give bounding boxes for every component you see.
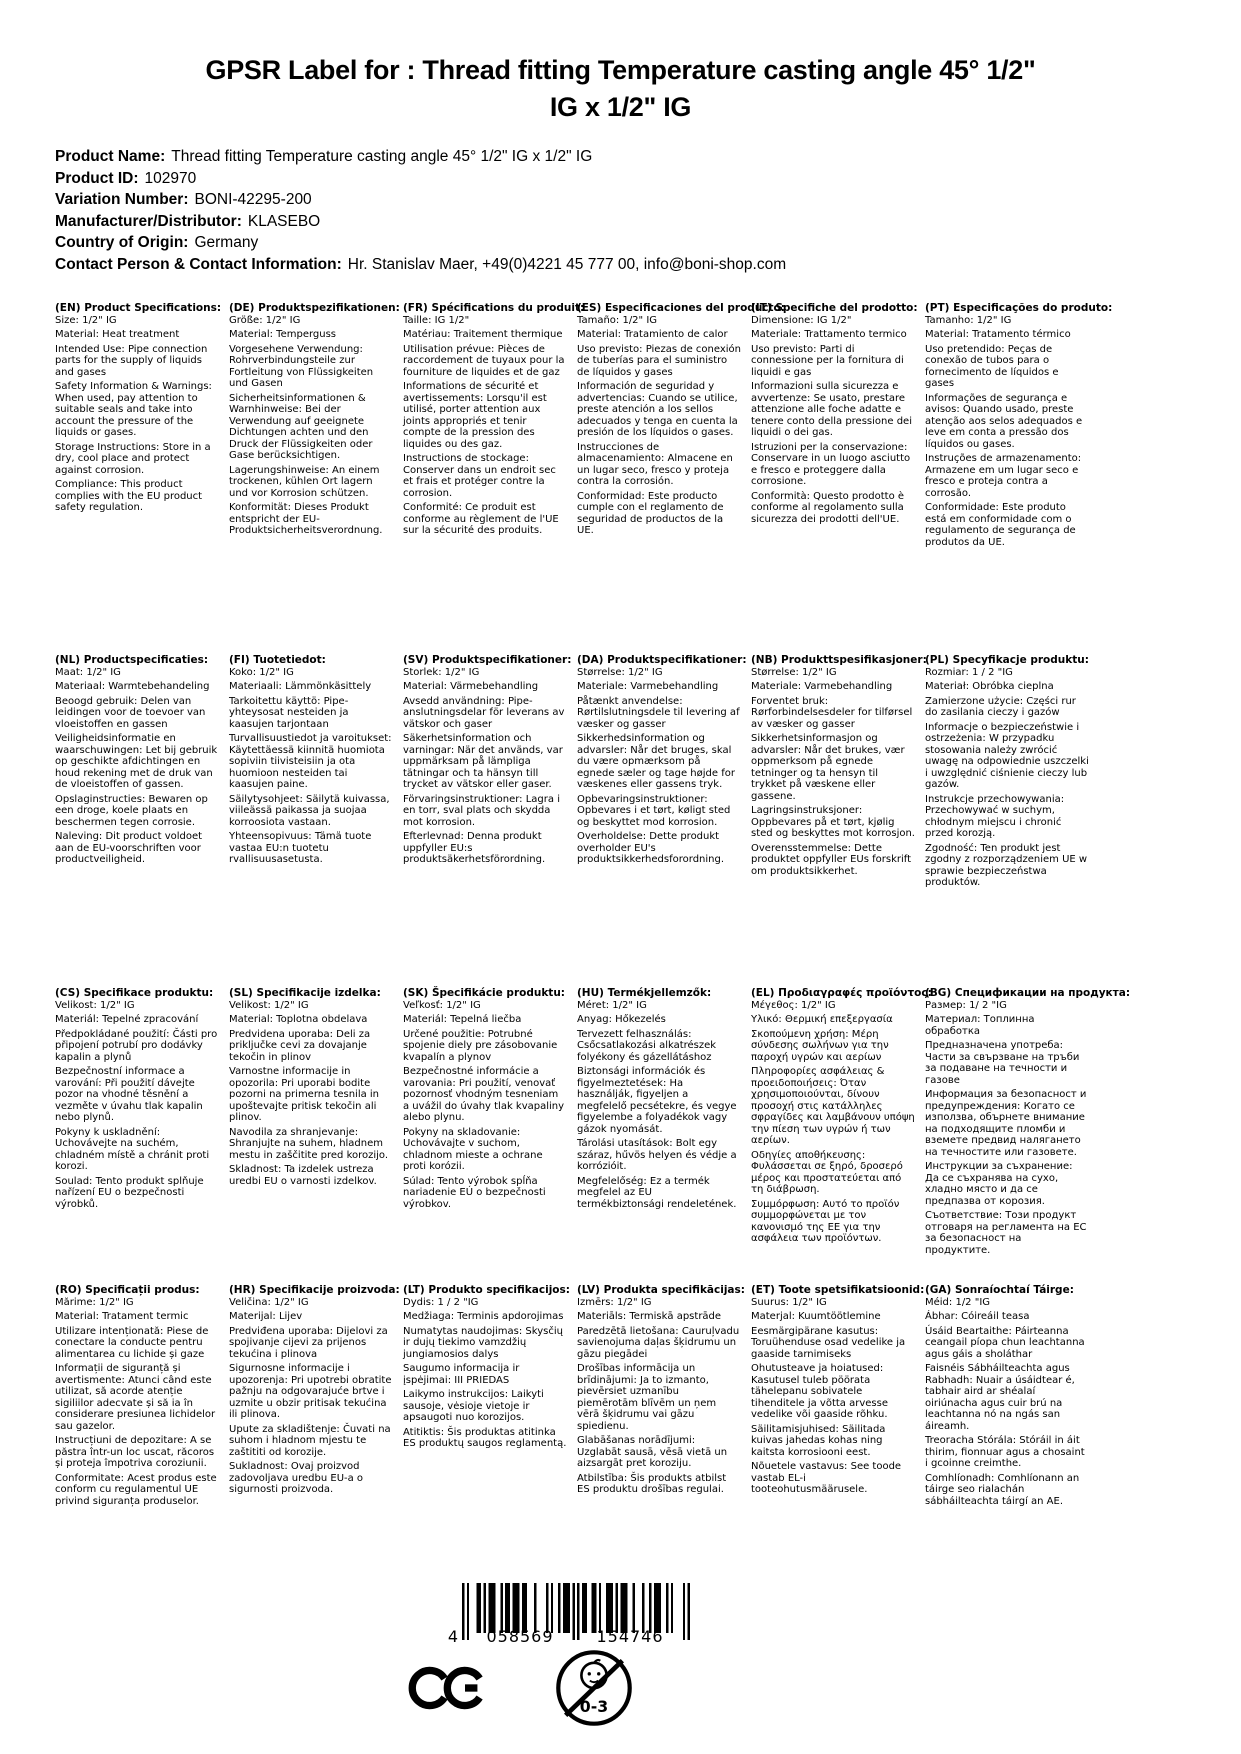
spec-item: Съответствие: Този продукт отговаря на регламента на ЕС за безопасност на продуктите. bbox=[925, 1210, 1087, 1256]
product-info-row bbox=[55, 211, 1155, 233]
spec-item: Bezpečnostní informace a varování: Při použití dávejte pozor na vhodné těsnění a vezměte v úvahu tlak kapalin nebo plynů. bbox=[55, 1066, 203, 1123]
spec-item: Υλικό: Θερμική επεξεργασία bbox=[751, 1014, 893, 1025]
spec-item: Conformité: Ce produit est conforme au règlement de l'UE sur la sécurité des produits. bbox=[403, 502, 559, 536]
spec-item: Informacje o bezpieczeństwie i ostrzeżenia: W przypadku stosowania należy zwrócić uwagę na odpowiednie uszczelki i uwzględnić ciśnienie cieczy lub gazów. bbox=[925, 721, 1089, 790]
spec-item: Matériau: Traitement thermique bbox=[403, 329, 563, 340]
spec-item: Zamierzone użycie: Części rur do zasilania cieczy i gazów bbox=[925, 695, 1076, 718]
product-info-value: KLASEBO bbox=[247, 212, 321, 230]
spec-item: Treoracha Stórála: Stóráil in áit thirim, fionnuar agus a chosaint i gcoinne creimthe. bbox=[925, 1435, 1085, 1469]
spec-item: Opbevaringsinstruktioner: Opbevares i et tørt, køligt sted og beskyttet mod korrosion. bbox=[577, 793, 731, 828]
spec-item: Material: Tratament termic bbox=[55, 1311, 189, 1322]
product-info-label: Product ID: bbox=[55, 169, 139, 187]
spec-item: Eesmärgipärane kasutus: Toruühenduse osad vedelike ja gaaside tarnimiseks bbox=[751, 1325, 906, 1360]
spec-item: Informações de segurança e avisos: Quando usado, preste atenção aos selos adequados e leve em conta a pressão dos líquidos ou gases. bbox=[925, 392, 1083, 450]
spec-item: Glabāšanas norādījumi: Uzglabāt sausā, vēsā vietā un aizsargāt pret koroziju. bbox=[577, 1435, 728, 1469]
spec-item: Zgodność: Ten produkt jest zgodny z rozporządzeniem UE w sprawie bezpieczeństwa produktów. bbox=[925, 842, 1088, 888]
barcode-prefix-digit: 4 bbox=[447, 1627, 458, 1646]
spec-item: Rozmiar: 1 / 2 "IG bbox=[925, 666, 1013, 678]
spec-header-nb: (NB) Produkttspesifikasjoner: bbox=[751, 654, 927, 666]
spec-item: Tamaño: 1/2" IG bbox=[577, 314, 658, 326]
spec-item: Predvidena uporaba: Deli za priključke cevi za dovajanje tekočin in plinov bbox=[229, 1028, 371, 1063]
spec-item: Laikymo instrukcijos: Laikyti sausoje, vėsioje vietoje ir apsaugoti nuo korozijos. bbox=[403, 1389, 544, 1423]
spec-item: Material: Tratamiento de calor bbox=[577, 329, 728, 340]
spec-item: Uso previsto: Parti di connessione per la fornitura di liquidi e gas bbox=[751, 343, 904, 378]
spec-item: Varnostne informacije in opozorila: Pri uporabi bodite pozorni na primerna tesnila in upoštevajte pritisk tekočin ali plinov. bbox=[229, 1066, 380, 1123]
barcode-right-digits: 154746 bbox=[596, 1627, 664, 1646]
spec-item: Material: Värmebehandling bbox=[403, 681, 539, 692]
barcode-left-digits: 058569 bbox=[486, 1627, 554, 1646]
age-warning-label: 0-3 bbox=[579, 1697, 609, 1717]
spec-header-pl: (PL) Specyfikacje produktu: bbox=[925, 654, 1089, 666]
page-title-line2: IG x 1/2" IG bbox=[549, 92, 692, 122]
spec-item: Soulad: Tento produkt splňuje nařízení EU o bezpečnosti výrobků. bbox=[55, 1175, 204, 1210]
spec-item: Instrucciones de almacenamiento: Almacene en un lugar seco, fresco y proteja contra la corrosión. bbox=[577, 441, 733, 487]
spec-item: Información de seguridad y advertencias: Cuando se utilice, preste atención a los sellos adecuados y tenga en cuenta la presión de los líquidos o gases. bbox=[577, 381, 738, 438]
spec-item: Material: Tratamento térmico bbox=[925, 329, 1071, 340]
spec-header-da: (DA) Produktspecifikationer: bbox=[577, 654, 747, 666]
spec-item: Storage Instructions: Store in a dry, cool place and protect against corrosion. bbox=[55, 441, 211, 476]
spec-item: Instruções de armazenamento: Armazene em um lugar seco e fresco e proteja contra a corrosão. bbox=[925, 453, 1082, 499]
spec-item: Materiale: Varmebehandling bbox=[751, 681, 893, 692]
spec-item: Súlad: Tento výrobok spĺňa nariadenie EÚ o bezpečnosti výrobkov. bbox=[403, 1175, 546, 1210]
spec-item: Lagerungshinweise: An einem trockenen, kühlen Ort lagern und vor Korrosion schützen. bbox=[229, 464, 380, 499]
spec-grid bbox=[55, 302, 1131, 1575]
spec-item: Conformità: Questo prodotto è conforme al regolamento sulla sicurezza dei prodotti dell'UE. bbox=[751, 490, 905, 525]
spec-item: Materiál: Tepelné zpracování bbox=[55, 1014, 199, 1025]
spec-item: Utilizare intenționată: Piese de conectare la conducte pentru alimentarea cu lichide și gaze bbox=[55, 1325, 209, 1360]
spec-item: Suurus: 1/2" IG bbox=[751, 1296, 827, 1308]
spec-item: Overholdelse: Dette produkt overholder EU's produktsikkerhedsforordning. bbox=[577, 831, 725, 865]
spec-header-lt: (LT) Produkto specifikacijos: bbox=[403, 1284, 570, 1296]
spec-item: Určené použitie: Potrubné spojenie diely pre zásobovanie kvapalín a plynov bbox=[403, 1028, 558, 1063]
spec-item: Predviđena uporaba: Dijelovi za spojivanje cijevi za prijenos tekućina i plinova bbox=[229, 1325, 388, 1360]
spec-item: Säkerhetsinformation och varningar: När det används, var uppmärksam på lämpliga tätningar och ta hänsyn till trycket av vätskor eller gaser. bbox=[403, 733, 563, 790]
spec-header-es: (ES) Especificaciones del producto: bbox=[577, 302, 785, 314]
spec-item: Informations de sécurité et avertissements: Lorsqu'il est utilisé, porter attention aux joints appropriés et tenir compte de la pression des liquides ou des gaz. bbox=[403, 381, 547, 450]
spec-item: Conformitate: Acest produs este conform cu regulamentul UE privind siguranța produselor. bbox=[55, 1472, 217, 1507]
product-info-row bbox=[55, 146, 1155, 168]
spec-item: Størrelse: 1/2" IG bbox=[577, 666, 663, 678]
spec-item: Material: Temperguss bbox=[229, 329, 337, 340]
spec-item: Uso previsto: Piezas de conexión de tuberías para el suministro de líquidos y gases bbox=[577, 343, 741, 378]
spec-header-it: (IT) Specifiche del prodotto: bbox=[751, 302, 918, 314]
spec-item: Bezpečnostné informácie a varovania: Pri použití, venovať pozornosť vhodným tesneniam a uvážil do úvahy tlak kvapaliny alebo plynu. bbox=[403, 1066, 565, 1123]
spec-item: Materiāls: Termiskā apstrāde bbox=[577, 1311, 722, 1322]
spec-item: Uso pretendido: Peças de conexão de tubos para o fornecimento de líquidos e gases bbox=[925, 343, 1059, 389]
product-info-label: Contact Person & Contact Information: bbox=[55, 255, 342, 273]
spec-item: Säilytysohjeet: Säilytä kuivassa, viileässä paikassa ja suojaa korroosiota vastaan. bbox=[229, 793, 390, 828]
spec-header-fr: (FR) Spécifications du produit: bbox=[403, 302, 585, 314]
spec-cell-fi bbox=[229, 655, 393, 988]
spec-item: Μέγεθος: 1/2" IG bbox=[751, 999, 836, 1011]
spec-item: Instrukcje przechowywania: Przechowywać w suchym, chłodnym miejscu i chronić przed korozją. bbox=[925, 793, 1065, 839]
age-warning-0-3-icon bbox=[552, 1645, 636, 1731]
spec-item: Méret: 1/2" IG bbox=[577, 999, 647, 1011]
spec-item: Size: 1/2" IG bbox=[55, 314, 117, 326]
spec-item: Materijal: Lijev bbox=[229, 1311, 303, 1322]
spec-item: Ohutusteave ja hoiatused: Kasutusel tuleb pöörata tähelepanu sobivatele tihenditele ja võtta arvesse vedelike või gaaside rõhku. bbox=[751, 1363, 888, 1420]
spec-item: Materiale: Trattamento termico bbox=[751, 329, 907, 340]
spec-item: Atitiktis: Šis produktas atitinka ES produktų saugos reglamentą. bbox=[403, 1426, 567, 1449]
spec-header-en: (EN) Product Specifications: bbox=[55, 302, 222, 314]
spec-cell-el bbox=[751, 987, 932, 1285]
spec-item: Velikost: 1/2" IG bbox=[55, 999, 135, 1011]
spec-item: Påtænkt anvendelse: Rørtilslutningsdele til levering af væsker og gasser bbox=[577, 695, 740, 730]
spec-item: Instrucțiuni de depozitare: A se păstra într-un loc uscat, răcoros și proteja împotriva coroziunii. bbox=[55, 1435, 215, 1469]
spec-item: Tamanho: 1/2" IG bbox=[925, 314, 1012, 326]
spec-item: Istruzioni per la conservazione: Conservare in un luogo asciutto e fresco e proteggere dalla corrosione. bbox=[751, 441, 911, 487]
spec-header-hu: (HU) Termékjellemzők: bbox=[577, 987, 712, 999]
spec-item: Размер: 1/ 2 "IG bbox=[925, 999, 1007, 1011]
spec-item: Sicherheitsinformationen & Warnhinweise: Bei der Verwendung auf geeignete Dichtungen achten und den Druck der Flüssigkeiten oder Gase berücksichtigen. bbox=[229, 392, 373, 461]
spec-item: Ábhar: Cóireáil teasa bbox=[925, 1311, 1030, 1322]
spec-cell-sv bbox=[403, 654, 572, 988]
spec-item: Veľkosť: 1/2" IG bbox=[403, 999, 481, 1011]
spec-item: Izmērs: 1/2" IG bbox=[577, 1296, 652, 1308]
spec-item: Информация за безопасност и предупреждения: Когато се използва, обърнете внимание на подходящите пломби и вземете предвид налягането на течностите или газовете. bbox=[925, 1089, 1087, 1158]
spec-item: Sukladnost: Ovaj proizvod zadovoljava uredbu EU-a o sigurnosti proizvoda. bbox=[229, 1461, 364, 1495]
spec-header-pt: (PT) Especificações do produto: bbox=[925, 302, 1113, 314]
spec-item: Material: Heat treatment bbox=[55, 329, 180, 340]
spec-cell-pt bbox=[925, 302, 1113, 655]
spec-item: Úsáid Beartaithe: Páirteanna ceangail píopa chun leachtanna agus gáis a sholáthar bbox=[925, 1325, 1085, 1360]
spec-item: Materiál: Tepelná liečba bbox=[403, 1014, 522, 1025]
spec-cell-en bbox=[55, 302, 222, 655]
page-title-line1: GPSR Label for : Thread fitting Temperature casting angle 45° 1/2" bbox=[205, 55, 1036, 85]
spec-item: Faisnéis Sábháilteachta agus Rabhadh: Nuair a úsáidtear é, tabhair aird ar shéalaí oiriúnacha agus cuir brú na leachtanna nó na ngás san áireamh. bbox=[925, 1363, 1075, 1432]
spec-header-de: (DE) Produktspezifikationen: bbox=[229, 302, 400, 314]
spec-item: Efterlevnad: Denna produkt uppfyller EU:s produktsäkerhetsförordning. bbox=[403, 831, 546, 865]
spec-item: Atbilstība: Šis produkts atbilst ES produktu drošības regulai. bbox=[577, 1472, 727, 1495]
spec-item: Medžiaga: Terminis apdorojimas bbox=[403, 1311, 564, 1322]
ce-mark-icon bbox=[408, 1658, 484, 1718]
spec-item: Předpokládané použití: Části pro připojení potrubí pro dodávky kapalin a plynů bbox=[55, 1028, 218, 1063]
spec-item: Taille: IG 1/2" bbox=[403, 314, 470, 326]
spec-cell-bg bbox=[925, 987, 1131, 1285]
spec-cell-it bbox=[751, 302, 918, 655]
spec-header-bg: (BG) Спецификации на продукта: bbox=[925, 987, 1131, 999]
spec-cell-nl bbox=[55, 655, 219, 988]
spec-item: Conformidad: Este producto cumple con el reglamento de seguridad de productos de la UE. bbox=[577, 490, 724, 536]
spec-item: Größe: 1/2" IG bbox=[229, 314, 301, 326]
spec-cell-da bbox=[577, 654, 747, 988]
spec-cell-pl bbox=[925, 655, 1089, 988]
spec-item: Tervezett felhasználás: Csőcsatlakozási alkatrészek folyékony és gázellátáshoz bbox=[577, 1028, 717, 1063]
spec-item: Dimensione: IG 1/2" bbox=[751, 314, 852, 326]
spec-header-cs: (CS) Specifikace produktu: bbox=[55, 987, 214, 999]
spec-item: Instructions de stockage: Conserver dans un endroit sec et frais et protéger contre la corrosion. bbox=[403, 453, 556, 499]
spec-item: Sikkerhetsinformasjon og advarsler: Når det brukes, vær oppmerksom på egnede tetninger og ta hensyn til trykket på væskene eller gassene. bbox=[751, 733, 905, 802]
spec-item: Σκοπούμενη χρήση: Μέρη σύνδεσης σωλήνων για την παροχή υγρών και αερίων bbox=[751, 1028, 889, 1063]
spec-header-sl: (SL) Specifikacije izdelka: bbox=[229, 987, 381, 999]
spec-cell-sl bbox=[229, 988, 393, 1285]
spec-item: Paredzētā lietošana: Cauruļvadu savienojuma daļas šķidrumu un gāzu piegādei bbox=[577, 1325, 740, 1360]
spec-item: Storlek: 1/2" IG bbox=[403, 666, 480, 678]
spec-cell-lt bbox=[403, 1284, 570, 1575]
spec-item: Veiligheidsinformatie en waarschuwingen: Let bij gebruik op geschikte afdichtingen en houd rekening met de druk van de vloeistoffen of gassen. bbox=[55, 733, 218, 790]
spec-item: Συμμόρφωση: Αυτό το προϊόν συμμορφώνεται με τον κανονισμό της ΕΕ για την ασφάλεια των προϊόντων. bbox=[751, 1198, 900, 1244]
spec-cell-nb bbox=[751, 654, 927, 988]
spec-item: Materiał: Obróbka cieplna bbox=[925, 681, 1054, 692]
spec-cell-fr bbox=[403, 302, 585, 655]
spec-item: Informazioni sulla sicurezza e avvertenze: Se usato, prestare attenzione alle foche adatte e tenere conto della pressione dei liquidi o dei gas. bbox=[751, 381, 912, 438]
spec-item: Nõuetele vastavus: See toode vastab EL-i tooteohutusmäärusele. bbox=[751, 1461, 902, 1495]
spec-item: Saugumo informacija ir įspėjimai: III PRIEDAS bbox=[403, 1363, 520, 1386]
spec-item: Säilitamisjuhised: Säilitada kuivas jahedas kohas ning kaitsta korrosiooni eest. bbox=[751, 1423, 886, 1458]
spec-item: Veličina: 1/2" IG bbox=[229, 1296, 309, 1308]
spec-item: Beoogd gebruik: Delen van leidingen voor de toevoer van vloeistoffen en gassen bbox=[55, 695, 206, 730]
spec-item: Navodila za shranjevanje: Shranjujte na suhem, hladnem mestu in zaščitite pred korozijo. bbox=[229, 1126, 389, 1161]
spec-cell-de bbox=[229, 302, 400, 655]
spec-header-et: (ET) Toote spetsifikatsioonid: bbox=[751, 1284, 925, 1296]
product-info-label: Manufacturer/Distributor: bbox=[55, 212, 242, 230]
spec-item: Dydis: 1 / 2 "IG bbox=[403, 1296, 479, 1308]
page-title bbox=[0, 52, 1241, 126]
spec-item: Pokyny na skladovanie: Uchovávajte v suchom, chladnom mieste a ochrane proti korózii. bbox=[403, 1126, 543, 1172]
spec-item: Инструкции за съхранение: Да се съхранява на сухо, хладно място и да се предпазва от корозия. bbox=[925, 1161, 1073, 1207]
spec-item: Skladnost: Ta izdelek ustreza uredbi EU o varnosti izdelkov. bbox=[229, 1164, 377, 1187]
spec-item: Upute za skladištenje: Čuvati na suhom i hladnom mjestu te zaštititi od korozije. bbox=[229, 1423, 391, 1458]
spec-item: Opslaginstructies: Bewaren op een droge, koele plaats en beschermen tegen corrosie. bbox=[55, 793, 208, 828]
spec-item: Safety Information & Warnings: When used, pay attention to suitable seals and take into account the pressure of the liquids or gases. bbox=[55, 381, 212, 438]
spec-item: Konformität: Dieses Produkt entspricht der EU-Produktsicherheitsverordnung. bbox=[229, 502, 383, 536]
product-info-row bbox=[55, 189, 1155, 211]
spec-item: Mărime: 1/2" IG bbox=[55, 1296, 134, 1308]
spec-item: Compliance: This product complies with the EU product safety regulation. bbox=[55, 479, 203, 513]
spec-header-lv: (LV) Produkta specifikācijas: bbox=[577, 1284, 745, 1296]
spec-item: Vorgesehene Verwendung: Rohrverbindungsteile zur Fortleitung von Flüssigkeiten und Gasen bbox=[229, 343, 374, 389]
spec-item: Tarkoitettu käyttö: Pipe-yhteysosat nesteiden ja kaasujen tarjontaan bbox=[229, 695, 349, 730]
spec-item: Materiaal: Warmtebehandeling bbox=[55, 681, 210, 692]
spec-cell-es bbox=[577, 302, 785, 655]
spec-item: Biztonsági információk és figyelmeztetések: Ha használják, figyeljen a megfelelő pecsétekre, és vegye figyelembe a folyadékok vagy gázok nyomását. bbox=[577, 1066, 737, 1135]
spec-item: Maat: 1/2" IG bbox=[55, 666, 121, 678]
spec-header-sk: (SK) Špecifikácie produktu: bbox=[403, 987, 566, 999]
spec-item: Предназначена употреба: Части за свързване на тръби за подаване на течности и газове bbox=[925, 1040, 1080, 1086]
spec-header-fi: (FI) Tuotetiedot: bbox=[229, 654, 326, 666]
spec-item: Yhteensopivuus: Tämä tuote vastaa EU:n tuotetu rvallisuusasetusta. bbox=[229, 831, 372, 865]
spec-item: Conformidade: Este produto está em conformidade com o regulamento de segurança de produtos da UE. bbox=[925, 502, 1076, 548]
spec-item: Sikkerhedsinformation og advarsler: Når det bruges, skal du være opmærksom på egnede sæler og tage højde for væskenes eller gassens tryk. bbox=[577, 733, 735, 790]
spec-item: Drošības informācija un brīdinājumi: Ja to izmanto, pievērsiet uzmanību piemērotām blīvēm un ņem vērā šķidrumu vai gāzu spiedienu. bbox=[577, 1363, 717, 1432]
spec-item: Οδηγίες αποθήκευσης: Φυλάσσεται σε ξηρό, δροσερό μέρος και προστατεύεται από τη διάβρωση. bbox=[751, 1149, 903, 1195]
spec-cell-cs bbox=[55, 988, 219, 1285]
spec-header-el: (EL) Προδιαγραφές προϊόντος: bbox=[751, 987, 932, 999]
spec-cell-ro bbox=[55, 1285, 219, 1575]
spec-cell-hu bbox=[577, 988, 741, 1285]
spec-item: Tárolási utasítások: Bolt egy száraz, hűvös helyen és védje a korrózióit. bbox=[577, 1138, 737, 1172]
spec-item: Størrelse: 1/2" IG bbox=[751, 666, 837, 678]
spec-header-ro: (RO) Specificații produs: bbox=[55, 1284, 200, 1296]
spec-item: Anyag: Hőkezelés bbox=[577, 1014, 666, 1025]
spec-item: Förvaringsinstruktioner: Lagra i en torr, sval plats och skydda mot korrosion. bbox=[403, 793, 560, 828]
spec-item: Informații de siguranță și avertismente: Atunci când este utilizat, să acorde atenție sigiliilor adecvate și să ia în considerare presiunea lichidelor sau gazelor. bbox=[55, 1363, 216, 1432]
spec-header-nl: (NL) Productspecificaties: bbox=[55, 654, 209, 666]
spec-item: Méid: 1/2 "IG bbox=[925, 1296, 991, 1308]
spec-item: Materiaali: Lämmönkäsittely bbox=[229, 681, 372, 692]
spec-item: Materjal: Kuumtöötlemine bbox=[751, 1311, 881, 1322]
spec-item: Lagringsinstruksjoner: Oppbevares på et tørt, kjølig sted og beskyttes mot korrosjon. bbox=[751, 805, 915, 839]
product-info-row bbox=[55, 232, 1155, 254]
product-info-row bbox=[55, 168, 1155, 190]
spec-cell-ga bbox=[925, 1285, 1089, 1575]
spec-item: Megfelelőség: Ez a termék megfelel az EU termékbiztonsági rendeletének. bbox=[577, 1175, 737, 1210]
spec-item: Pokyny k uskladnění: Uchovávejte na suchém, chladném místě a chránit proti korozi. bbox=[55, 1126, 210, 1172]
spec-item: Koko: 1/2" IG bbox=[229, 666, 294, 678]
product-info-block bbox=[55, 146, 1155, 275]
product-info-label: Country of Origin: bbox=[55, 234, 189, 251]
spec-item: Materiale: Varmebehandling bbox=[577, 681, 719, 692]
product-info-value: BONI-42295-200 bbox=[194, 191, 312, 208]
spec-header-sv: (SV) Produktspecifikationer: bbox=[403, 654, 572, 666]
product-info-value: Germany bbox=[194, 234, 259, 251]
spec-item: Overensstemmelse: Dette produktet oppfyller EUs forskrift om produktsikkerhet. bbox=[751, 842, 912, 877]
spec-item: Numatytas naudojimas: Skysčių ir dujų tiekimo vamzdžių jungiamosios dalys bbox=[403, 1325, 563, 1360]
product-info-row bbox=[55, 254, 1155, 276]
spec-item: Material: Toplotna obdelava bbox=[229, 1014, 368, 1025]
spec-item: Материал: Топлинна обработка bbox=[925, 1014, 1035, 1037]
spec-item: Naleving: Dit product voldoet aan de EU-voorschriften voor productveiligheid. bbox=[55, 831, 203, 865]
spec-item: Πληροφορίες ασφάλειας & προειδοποιήσεις: Όταν χρησιμοποιούνται, δίνουν προσοχή στις κατάλληλες σφραγίδες και λαμβάνουν υπόψη την πίεση των υγρών ή των αερίων. bbox=[751, 1066, 915, 1146]
product-info-value: Hr. Stanislav Maer, +49(0)4221 45 777 00, info@boni-shop.com bbox=[347, 255, 787, 273]
spec-cell-et bbox=[751, 1284, 925, 1575]
product-info-label: Product Name: bbox=[55, 148, 166, 165]
product-info-value: 102970 bbox=[144, 169, 197, 187]
spec-item: Avsedd användning: Pipe-anslutningsdelar för leverans av vätskor och gaser bbox=[403, 695, 565, 730]
spec-item: Sigurnosne informacije i upozorenja: Pri upotrebi obratite pažnju na odgovarajuće brtve i uzmite u obzir pritisak tekućina ili plinova. bbox=[229, 1363, 392, 1420]
spec-header-ga: (GA) Sonraíochtaí Táirge: bbox=[925, 1284, 1074, 1296]
spec-header-hr: (HR) Specifikacije proizvoda: bbox=[229, 1284, 400, 1296]
product-info-value: Thread fitting Temperature casting angle 45° 1/2" IG x 1/2" IG bbox=[171, 148, 593, 165]
spec-item: Comhlíonadh: Comhlíonann an táirge seo rialachán sábháilteachta táirgí an AE. bbox=[925, 1472, 1080, 1507]
spec-item: Utilisation prévue: Pièces de raccordement de tuyaux pour la fourniture de liquides et de gaz bbox=[403, 343, 565, 378]
spec-item: Forventet bruk: Rørforbindelsesdeler for tilførsel av væsker og gasser bbox=[751, 695, 913, 730]
spec-cell-sk bbox=[403, 988, 567, 1285]
spec-item: Turvallisuustiedot ja varoitukset: Käytettäessä kiinnitä huomiota sopiviin tiivisteisiin ja ota huomioon nesteiden tai kaasujen paine. bbox=[229, 733, 392, 790]
spec-cell-lv bbox=[577, 1284, 745, 1575]
spec-cell-hr bbox=[229, 1284, 400, 1575]
spec-item: Intended Use: Pipe connection parts for the supply of liquids and gases bbox=[55, 343, 208, 378]
product-info-label: Variation Number: bbox=[55, 191, 189, 208]
spec-item: Velikost: 1/2" IG bbox=[229, 999, 309, 1011]
